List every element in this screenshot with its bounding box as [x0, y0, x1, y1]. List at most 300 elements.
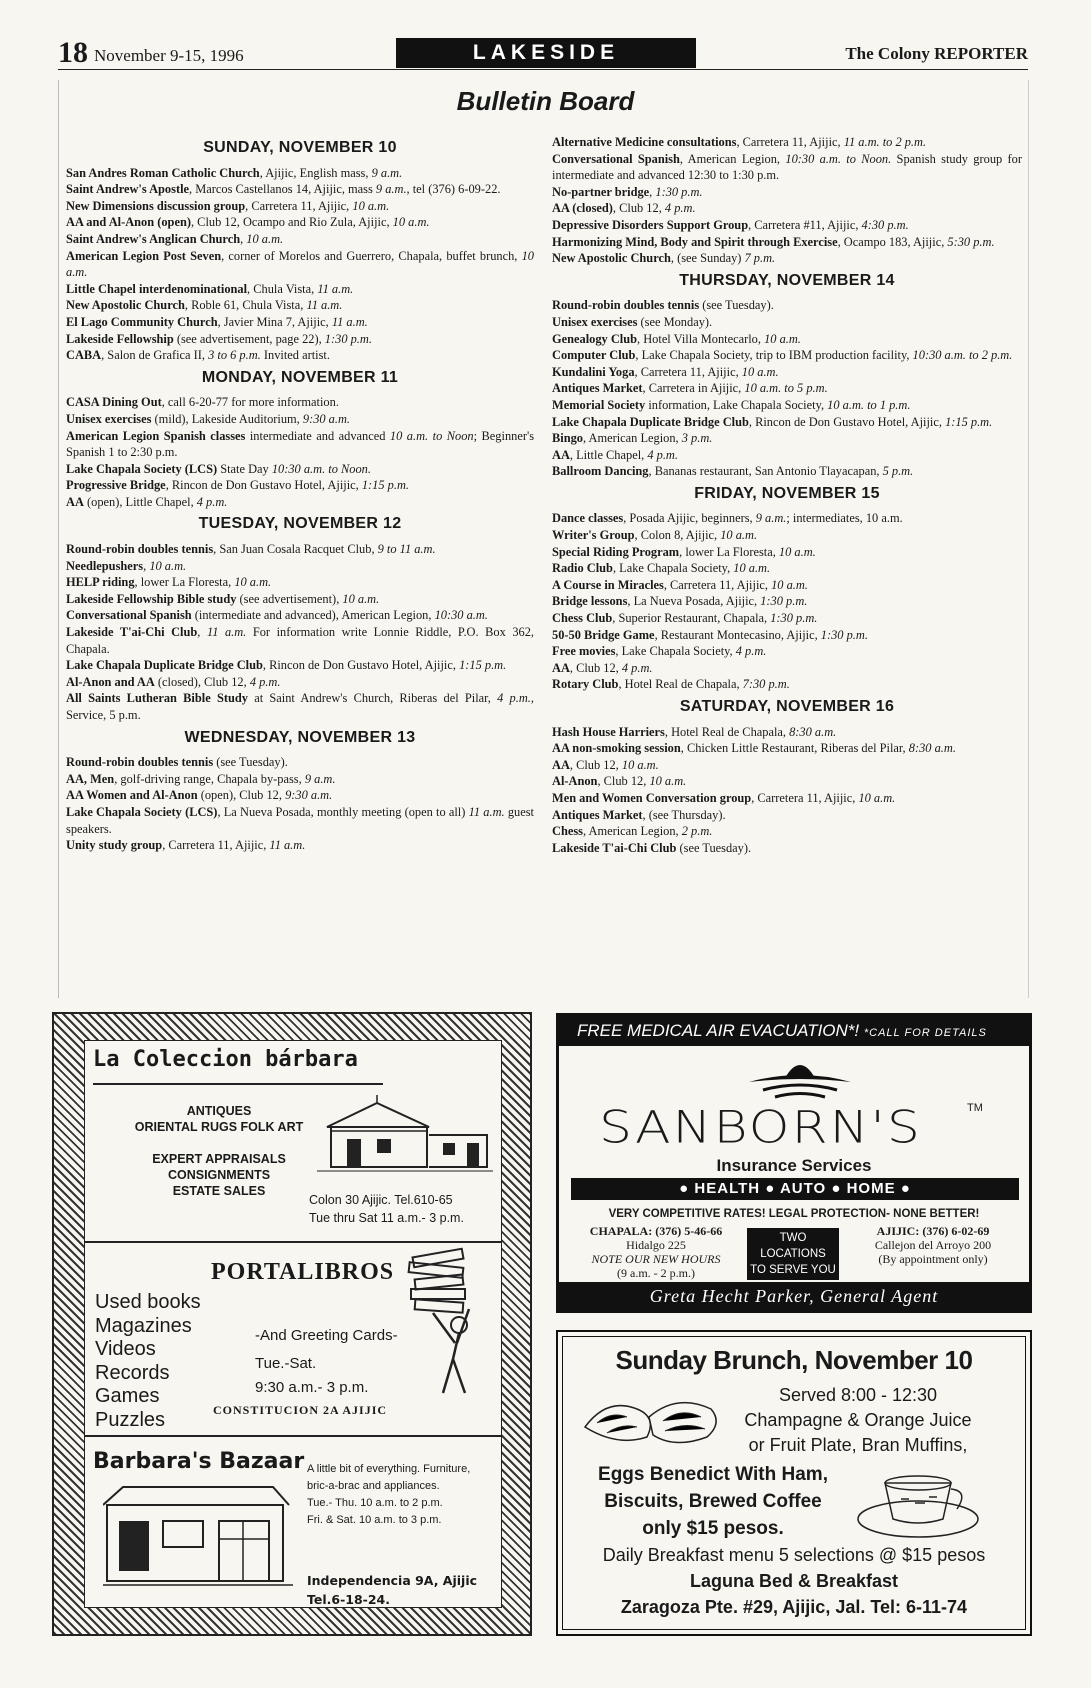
entry-details: , Club 12,	[569, 757, 622, 772]
entry-time: 7:30 p.m.	[742, 677, 790, 692]
entry-time: 5 p.m.	[882, 464, 914, 479]
entry-time: 1:30 p.m.	[655, 184, 703, 199]
bulletin-entry	[552, 347, 1022, 364]
entry-details: intermediate and advanced	[245, 428, 390, 443]
entry-time: 8:30 a.m.	[908, 741, 956, 756]
entry-details: , Ajijic, English mass,	[259, 165, 372, 180]
bulletin-entry	[552, 134, 1022, 151]
item-puzzles: Puzzles	[95, 1408, 166, 1431]
service-estate-sales: ESTATE SALES	[172, 1184, 266, 1198]
entry-details: , Hotel Villa Montecarlo,	[637, 331, 765, 346]
entry-details: , Lake Chapala Society, trip to IBM production facility,	[635, 348, 913, 363]
entry-name: Memorial Society	[552, 397, 646, 412]
entry-name: Lakeside T'ai-Chi Club	[66, 625, 198, 640]
entry-time: 10 a.m.	[858, 790, 896, 805]
item-records: Records	[95, 1361, 170, 1384]
entry-name: El Lago Community Church	[66, 314, 218, 329]
bulletin-entry	[66, 804, 534, 837]
entry-details: , lower La Floresta,	[679, 544, 779, 559]
entry-time: 10 a.m.	[649, 774, 687, 789]
entry-time: 4 p.m.	[735, 644, 767, 659]
entry-name: Genealogy Club	[552, 331, 638, 346]
bulletin-entry	[552, 297, 1022, 314]
entry-time: 10 a.m.	[246, 231, 284, 246]
entry-name: AA	[552, 660, 570, 675]
entry-name: Rotary Club	[552, 677, 619, 692]
bulletin-entry	[552, 627, 1022, 644]
bulletin-entry	[552, 314, 1022, 331]
bulletin-entry	[552, 807, 1022, 824]
entry-details: (open), Little Chapel,	[83, 494, 197, 509]
entry-details: , Lake Chapala Society,	[615, 644, 736, 659]
bulletin-entry	[66, 690, 534, 723]
ad-divider	[85, 1241, 501, 1243]
entry-extra: ; intermediates, 10 a.m.	[786, 511, 903, 526]
entry-time: 4 p.m.	[196, 494, 228, 509]
bulletin-entry	[552, 724, 1022, 741]
entry-name: CABA	[66, 348, 102, 363]
page-header	[58, 36, 1028, 70]
ajijic-phone: AJIJIC: (376) 6-02-69	[876, 1224, 990, 1238]
entry-name: Unisex exercises	[552, 314, 638, 329]
bulletin-entry	[66, 231, 534, 248]
bulletin-entry	[66, 607, 534, 624]
entry-time: 10 a.m.	[234, 575, 272, 590]
entry-time: 4:30 p.m.	[861, 217, 909, 232]
services-bar: ● HEALTH ● AUTO ● HOME ●	[571, 1178, 1019, 1200]
address-line: Colon 30 Ajijic. Tel.610-65	[309, 1193, 453, 1207]
entry-name: Ballroom Dancing	[552, 464, 649, 479]
bulletin-entry	[66, 624, 534, 657]
title-underline	[93, 1083, 383, 1085]
entry-name: Needlepushers	[66, 558, 144, 573]
entry-details: , Rincon de Don Gustavo Hotel, Ajijic,	[165, 478, 362, 493]
entry-name: AA, Men	[66, 771, 115, 786]
entry-time: 10 a.m.	[720, 528, 758, 543]
entry-name: Dance classes	[552, 511, 624, 526]
bulletin-entry	[552, 200, 1022, 217]
locations-line-2: LOCATIONS	[760, 1248, 826, 1260]
entry-details: , Little Chapel,	[569, 447, 648, 462]
entry-details: (see Tuesday).	[213, 755, 288, 770]
entry-details: , golf-driving range, Chapala by-pass,	[114, 771, 305, 786]
service-appraisals: EXPERT APPRAISALS	[152, 1152, 286, 1166]
day-heading: SUNDAY, NOVEMBER 10	[203, 139, 397, 156]
entry-name: Hash House Harriers	[552, 724, 665, 739]
entry-details: , call 6-20-77 for more information.	[161, 395, 339, 410]
entry-details: , Colon 8, Ajijic,	[634, 528, 721, 543]
entry-time: 1:30 p.m.	[770, 611, 818, 626]
entry-name: Lake Chapala Duplicate Bridge Club	[552, 414, 749, 429]
entry-name: Lake Chapala Society (LCS)	[66, 461, 218, 476]
entry-time: 1:15 p.m.	[459, 658, 507, 673]
bulletin-entry	[66, 281, 534, 298]
entry-details: , Javier Mina 7, Ajijic,	[217, 314, 332, 329]
entry-details: , American Legion,	[583, 431, 682, 446]
entry-time: 10 a.m.	[771, 577, 808, 592]
ajijic-appointment: (By appointment only)	[878, 1252, 988, 1266]
hours-line: Tue thru Sat 11 a.m.- 3 p.m.	[309, 1211, 464, 1225]
brunch-price: only $15 pesos.	[642, 1518, 784, 1539]
entry-details: , Bananas restaurant, San Antonio Tlayacapan,	[648, 464, 883, 479]
entry-time: 10 a.m. to Noon	[389, 428, 474, 443]
bulletin-entry	[552, 740, 1022, 757]
entry-name: San Andres Roman Catholic Church	[66, 165, 260, 180]
bulletin-entry	[66, 558, 534, 575]
bulletin-entry	[552, 380, 1022, 397]
bulletin-entry	[66, 541, 534, 558]
entry-details: , Carretera in Ajijic,	[642, 381, 745, 396]
chapala-address: Hidalgo 225	[626, 1238, 686, 1252]
bazaar-hours-weekend: Fri. & Sat. 10 a.m. to 3 p.m.	[307, 1514, 442, 1526]
ad-divider-2	[85, 1435, 501, 1437]
bulletin-entry	[552, 593, 1022, 610]
bulletin-column-right	[552, 134, 1022, 856]
bulletin-entry	[552, 643, 1022, 660]
ad-services-2	[129, 1151, 309, 1199]
croissant-illustration	[577, 1387, 727, 1457]
entry-time: 11 a.m.	[269, 838, 306, 853]
page-title: Bulletin Board	[456, 86, 635, 116]
business-name: Laguna Bed & Breakfast	[689, 1571, 899, 1591]
entry-details: , Hotel Real de Chapala,	[664, 724, 790, 739]
bazaar-line-1: A little bit of everything. Furniture,	[307, 1463, 471, 1475]
entry-time: 9:30 a.m.	[285, 788, 333, 803]
entry-details: , Chula Vista,	[247, 281, 318, 296]
entry-name: American Legion Spanish classes	[66, 428, 246, 443]
entry-name: Chess Club	[552, 611, 613, 626]
entry-name: Alternative Medicine consultations	[552, 135, 737, 149]
entry-details: (closed), Club 12,	[154, 674, 250, 689]
entry-details: (intermediate and advanced), American Legion,	[191, 608, 435, 623]
bazaar-phone: Tel.6-18-24.	[307, 1592, 390, 1607]
item-used-books: Used books	[95, 1291, 201, 1313]
entry-name: Saint Andrew's Apostle	[66, 182, 190, 197]
bulletin-entry	[66, 657, 534, 674]
entry-name: No-partner bridge	[552, 184, 650, 199]
entry-name: Little Chapel interdenominational	[66, 281, 248, 296]
entry-details: , Rincon de Don Gustavo Hotel, Ajijic,	[748, 414, 946, 429]
bazaar-address: Independencia 9A, Ajijic	[307, 1573, 478, 1588]
trademark: TM	[967, 1102, 983, 1114]
entry-name: Round-robin doubles tennis	[552, 298, 700, 313]
section-masthead: LAKESIDE	[396, 38, 696, 68]
entry-name: AA Women and Al-Anon	[66, 788, 198, 803]
bulletin-entry	[66, 754, 534, 771]
entry-time: 9:30 a.m.	[302, 411, 351, 426]
entry-name: Depressive Disorders Support Group	[552, 217, 749, 232]
entry-details: , La Nueva Posada, monthly meeting (open to all)	[217, 804, 469, 819]
entry-time: 1:30 p.m.	[760, 594, 808, 609]
entry-details: , Club 12,	[612, 201, 665, 216]
entry-name: Al-Anon and AA	[66, 674, 155, 689]
entry-name: New Apostolic Church	[552, 251, 671, 266]
bulletin-entry	[66, 347, 534, 364]
brunch-biscuits: Biscuits, Brewed Coffee	[604, 1491, 822, 1512]
entry-name: Lakeside T'ai-Chi Club	[552, 840, 677, 855]
ad-sanborns	[556, 1013, 1032, 1313]
entry-time: 10 a.m.	[392, 215, 430, 230]
bulletin-entry	[66, 331, 534, 348]
entry-name: Lake Chapala Society (LCS)	[66, 804, 218, 819]
entry-name: Kundalini Yoga	[552, 364, 635, 379]
page-number: 18	[58, 36, 88, 69]
issue-date: November 9-15, 1996	[94, 46, 244, 65]
entry-details: , Roble 61, Chula Vista,	[184, 298, 307, 313]
entry-name: Writer's Group	[552, 528, 635, 543]
entry-details: (see advertisement, page 22),	[173, 331, 325, 346]
entry-details: , (see Thursday).	[642, 807, 726, 822]
entry-time: 10 a.m. to 5 p.m.	[744, 381, 828, 396]
entry-name: New Apostolic Church	[66, 298, 185, 313]
banner-note: *CALL FOR DETAILS	[863, 1027, 987, 1039]
entry-name: Men and Women Conversation group	[552, 790, 752, 805]
greeting-cards: -And Greeting Cards-	[255, 1327, 398, 1344]
bazaar-contact	[307, 1571, 477, 1609]
ad-address	[309, 1191, 464, 1227]
entry-details: , San Juan Cosala Racquet Club,	[213, 542, 378, 557]
entry-name: Lakeside Fellowship	[66, 331, 174, 346]
bulletin-entry	[552, 430, 1022, 447]
entry-name: Unity study group	[66, 838, 163, 853]
bulletin-entry	[66, 461, 534, 478]
entry-time: 11 a.m.	[468, 804, 505, 819]
entry-time: 10:30 a.m. to Noon.	[271, 461, 371, 476]
bulletin-entry	[66, 198, 534, 215]
entry-time: 11 a.m.	[306, 298, 343, 313]
entry-extra: Spanish study group for intermediate and advanced 12:30 to 1:30 p.m.	[552, 151, 1022, 183]
entry-details: ,	[649, 184, 656, 199]
entry-time: 10 a.m.	[733, 561, 771, 576]
entry-details: (open), Club 12,	[197, 788, 286, 803]
entry-details: , Hotel Real de Chapala,	[618, 677, 743, 692]
entry-name: Free movies	[552, 644, 616, 659]
entry-name: Saint Andrew's Anglican Church	[66, 231, 241, 246]
entry-name: Special Riding Program	[552, 544, 680, 559]
entry-details: , Restaurant Montecasino, Ajijic,	[654, 627, 821, 642]
entry-name: AA non-smoking session	[552, 741, 681, 756]
entry-time: 9 a.m.	[375, 182, 407, 197]
bulletin-entry	[552, 463, 1022, 480]
entry-name: Round-robin doubles tennis	[66, 542, 214, 557]
entry-name: AA	[552, 757, 570, 772]
bulletin-entry	[66, 165, 534, 182]
item-magazines: Magazines	[95, 1314, 192, 1337]
bulletin-entry	[66, 214, 534, 231]
entry-extra: guest speakers.	[66, 804, 534, 836]
entry-time: 1:15 p.m.	[945, 414, 993, 429]
bulletin-entry	[552, 414, 1022, 431]
entry-name: Chess	[552, 824, 583, 839]
entry-time: 2 p.m.	[681, 824, 713, 839]
entry-name: Radio Club	[552, 561, 613, 576]
entry-time: 11 a.m. to 2 p.m.	[843, 135, 927, 149]
bulletin-entry	[66, 297, 534, 314]
entry-name: AA	[552, 447, 570, 462]
brunch-title: Sunday Brunch, November 10	[615, 1345, 973, 1375]
ajijic-address: Callejon del Arroyo 200	[874, 1238, 992, 1252]
sombrero-logo-icon	[745, 1050, 855, 1102]
bulletin-entry	[552, 840, 1022, 857]
brunch-menu-details	[733, 1383, 983, 1458]
entry-details: , (see Sunday)	[670, 251, 745, 266]
entry-time: 4 p.m.	[497, 691, 531, 706]
entry-extra: , Service, 5 p.m.	[66, 691, 534, 722]
brunch-fruit-muffins: or Fruit Plate, Bran Muffins,	[748, 1435, 968, 1455]
entry-name: AA and Al-Anon (open)	[66, 215, 191, 230]
service-antiques: ANTIQUES	[186, 1104, 252, 1118]
bazaar-line-2: bric-a-brac and appliances.	[307, 1480, 440, 1492]
day-heading: WEDNESDAY, NOVEMBER 13	[184, 728, 416, 746]
entry-time: 9 a.m.	[304, 771, 336, 786]
day-heading: THURSDAY, NOVEMBER 14	[679, 271, 895, 289]
ad-coleccion-barbara	[52, 1012, 532, 1636]
brand-name: SANBORN'S	[599, 1102, 922, 1154]
entry-details: , corner of Morelos and Guerrero, Chapala, buffet brunch,	[221, 248, 522, 263]
ad-services-1	[129, 1103, 309, 1135]
entry-name: Conversational Spanish	[552, 151, 680, 166]
entry-name: HELP riding	[66, 575, 135, 590]
portalibros-address: CONSTITUCION 2A AJIJIC	[213, 1403, 388, 1417]
entry-time: 11 a.m.	[317, 281, 354, 296]
bulletin-entry	[552, 184, 1022, 201]
bulletin-entry	[552, 234, 1022, 251]
entry-details: , Club 12, Ocampo and Rio Zula, Ajijic,	[190, 215, 393, 230]
entry-time: 9 to 11 a.m.	[377, 542, 436, 557]
entry-name: Al-Anon	[552, 774, 598, 789]
bulletin-entry	[66, 248, 534, 281]
bulletin-entry	[66, 314, 534, 331]
entry-time: 8:30 a.m.	[789, 724, 837, 739]
entry-name: All Saints Lutheran Bible Study	[66, 691, 248, 706]
book-carrier-icon	[403, 1247, 483, 1397]
entry-details: , Club 12,	[569, 660, 622, 675]
entry-details: , Lake Chapala Society,	[612, 561, 734, 576]
portalibros-title: PORTALIBROS	[211, 1259, 395, 1285]
entry-name: Antiques Market	[552, 381, 643, 396]
bulletin-entry	[66, 494, 534, 511]
bulletin-entry	[66, 674, 534, 691]
item-videos: Videos	[95, 1338, 156, 1360]
entry-name: AA (closed)	[552, 201, 613, 216]
column-rule-right	[1028, 80, 1029, 998]
entry-name: Harmonizing Mind, Body and Spirit through Exercise	[552, 234, 838, 249]
bulletin-entry	[552, 773, 1022, 790]
entry-time: 10 a.m.	[741, 364, 779, 379]
entry-details: , Marcos Castellanos 14, Ajijic, mass	[189, 182, 376, 197]
bulletin-entry	[66, 787, 534, 804]
entry-details: , Ocampo 183, Ajijic,	[837, 234, 948, 249]
business-address: Zaragoza Pte. #29, Ajijic, Jal. Tel: 6-11-74	[620, 1597, 968, 1617]
entry-extra: , tel (376) 6-09-22.	[406, 182, 501, 197]
entry-name: Antiques Market	[552, 807, 643, 822]
entry-time: 10 a.m.	[66, 248, 534, 280]
chapala-phone: CHAPALA: (376) 5-46-66	[589, 1224, 723, 1238]
entry-name: Lakeside Fellowship Bible study	[66, 591, 237, 606]
entry-name: AA	[66, 494, 84, 509]
locations-line-1: TWO	[779, 1232, 807, 1244]
entry-details: , Chicken Little Restaurant, Riberas del Pilar,	[680, 741, 909, 756]
service-consignments: CONSIGNMENTS	[167, 1168, 271, 1182]
coffee-cup-icon	[853, 1461, 983, 1541]
bulletin-entry	[66, 394, 534, 411]
entry-time: 4 p.m.	[664, 201, 696, 216]
bulletin-entry	[552, 397, 1022, 414]
day-heading: MONDAY, NOVEMBER 11	[201, 368, 399, 386]
day-heading: SATURDAY, NOVEMBER 16	[679, 698, 895, 715]
entry-time: 4 p.m.	[249, 674, 281, 689]
bulletin-entry	[552, 364, 1022, 381]
entry-time: 9 a.m.	[755, 511, 787, 526]
entry-details: , La Nueva Posada, Ajijic,	[627, 594, 761, 609]
entry-time: 3 to 6 p.m.	[208, 348, 261, 363]
general-agent: Greta Hecht Parker, General Agent	[559, 1282, 1029, 1310]
portalibros-hours: 9:30 a.m.- 3 p.m.	[255, 1379, 369, 1396]
bulletin-entry	[552, 610, 1022, 627]
entry-name: A Course in Miracles	[552, 577, 664, 592]
bulletin-entry	[552, 660, 1022, 677]
bulletin-entry	[66, 837, 534, 854]
entry-time: 1:30 p.m.	[324, 331, 372, 346]
entry-details: , Carretera 11, Ajijic,	[663, 577, 772, 592]
chapala-hours: (9 a.m. - 2 p.m.)	[617, 1266, 695, 1280]
ad-inner-panel	[84, 1040, 502, 1608]
entry-time: 1:30 p.m.	[820, 627, 868, 642]
chapala-hours-note: NOTE OUR NEW HOURS	[591, 1252, 721, 1266]
bulletin-entry	[552, 577, 1022, 594]
bulletin-entry	[552, 560, 1022, 577]
entry-details: , lower La Floresta,	[134, 575, 235, 590]
column-rule-left	[58, 80, 59, 998]
bulletin-entry	[552, 757, 1022, 774]
bulletin-entry	[552, 527, 1022, 544]
entry-details: , Carretera 11, Ajijic,	[245, 198, 353, 213]
entry-details: (see Tuesday).	[676, 840, 752, 855]
entry-details: , Rincon de Don Gustavo Hotel, Ajijic,	[262, 658, 460, 673]
day-heading: TUESDAY, NOVEMBER 12	[198, 515, 402, 533]
entry-time: 10:30 a.m. to Noon.	[785, 151, 892, 166]
bulletin-entry	[552, 217, 1022, 234]
brunch-main-offer	[573, 1461, 853, 1542]
bulletin-entry	[552, 790, 1022, 807]
bulletin-entry	[552, 151, 1022, 184]
entry-time: 10 a.m.	[621, 757, 659, 772]
brunch-served-hours: Served 8:00 - 12:30	[778, 1385, 938, 1405]
entry-time: 10 a.m.	[149, 558, 187, 573]
entry-name: New Dimensions discussion group	[66, 198, 246, 213]
entry-name: Computer Club	[552, 348, 636, 363]
entry-details: , American Legion,	[679, 151, 786, 166]
paper-name: The Colony REPORTER	[845, 44, 1028, 63]
entry-name: Bridge lessons	[552, 594, 628, 609]
entry-extra: For information write Lonnie Riddle, P.O. Box 362, Chapala.	[66, 625, 535, 656]
entry-time: 10 a.m.	[778, 544, 816, 559]
entry-time: 7 p.m.	[744, 251, 776, 266]
entry-time: 4 p.m.	[621, 660, 653, 675]
entry-details: , Carretera 11, Ajijic,	[634, 364, 742, 379]
entry-time: 10 a.m.	[764, 331, 801, 346]
entry-details: information, Lake Chapala Society,	[645, 397, 828, 412]
bazaar-hours-weekday: Tue.- Thu. 10 a.m. to 2 p.m.	[307, 1497, 443, 1509]
bulletin-entry	[66, 477, 534, 494]
entry-details: , Superior Restaurant, Chapala,	[612, 611, 771, 626]
entry-time: 10 a.m.	[352, 198, 390, 213]
banner-headline: FREE MEDICAL AIR EVACUATION*!	[577, 1021, 860, 1040]
portalibros-days: Tue.-Sat.	[255, 1355, 317, 1372]
bulletin-entry	[552, 544, 1022, 561]
entry-details: (see Monday).	[637, 314, 713, 329]
bulletin-entry	[552, 331, 1022, 348]
